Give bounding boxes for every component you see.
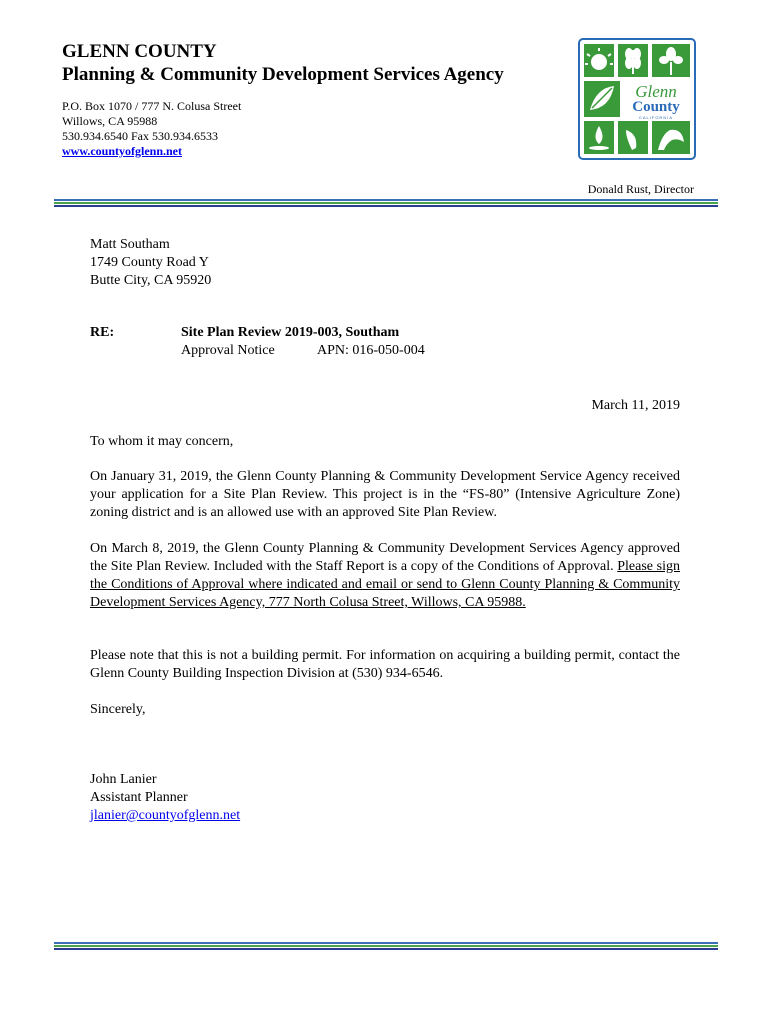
phone-fax: 530.934.6540 Fax 530.934.6533 xyxy=(62,129,218,143)
re-subject: Site Plan Review 2019-003, Southam xyxy=(181,325,400,340)
recipient-city: Butte City, CA 95920 xyxy=(90,273,212,288)
agency-address xyxy=(62,99,241,159)
address-line-2: Willows, CA 95988 xyxy=(62,114,158,128)
paragraph-2-instruction: Please sign the Conditions of Approval where indicated and email or send to Glenn County Planning & Community Development Services Agency, 777 North Colusa Street, Willows, CA 95988. xyxy=(90,559,680,610)
director-name: Donald Rust, Director xyxy=(587,182,694,196)
footer-divider xyxy=(54,942,718,950)
signature-block xyxy=(90,771,680,825)
recipient-address xyxy=(90,236,680,290)
salutation: To whom it may concern, xyxy=(90,434,234,449)
re-label: RE: xyxy=(90,325,115,340)
header-divider xyxy=(54,199,718,207)
agency-name: GLENN COUNTY xyxy=(62,41,217,62)
paragraph-2-text: On March 8, 2019, the Glenn County Planning & Community Development Services Agency approved the Site Plan Review. Included with the Staff Report is a copy of the Conditions of Approval. xyxy=(90,541,680,574)
closing: Sincerely, xyxy=(90,702,146,717)
agency-department: Planning & Community Development Services Agency xyxy=(62,64,504,85)
website-link[interactable]: www.countyofglenn.net xyxy=(62,144,183,158)
signer-email-link[interactable]: jlanier@countyofglenn.net xyxy=(90,808,241,823)
paragraph-3: Please note that this is not a building permit. For information on acquiring a building permit, contact the Glenn County Building Inspection Division at (530) 934-6546. xyxy=(90,648,680,681)
address-line-1: P.O. Box 1070 / 777 N. Colusa Street xyxy=(62,99,242,113)
glenn-county-logo xyxy=(578,38,696,160)
logo-word-california: CALIFORNIA xyxy=(638,115,674,120)
recipient-street: 1749 County Road Y xyxy=(90,255,209,270)
re-notice: Approval Notice xyxy=(181,343,275,358)
logo-word-county: County xyxy=(632,99,680,115)
paragraph-1: On January 31, 2019, the Glenn County Planning & Community Development Service Agency received your application for a Site Plan Review. This project is in the “FS-80” (Intensive Agriculture Zone) zoning district and is an allowed use with an approved Site Plan Review. xyxy=(90,469,680,520)
signer-name: John Lanier xyxy=(90,772,157,787)
recipient-name: Matt Southam xyxy=(90,237,170,252)
logo-word-glenn: Glenn xyxy=(635,82,677,101)
re-apn: APN: 016-050-004 xyxy=(317,343,425,358)
letter-date: March 11, 2019 xyxy=(591,398,680,413)
paragraph-2 xyxy=(90,540,680,612)
signer-title: Assistant Planner xyxy=(90,790,188,805)
